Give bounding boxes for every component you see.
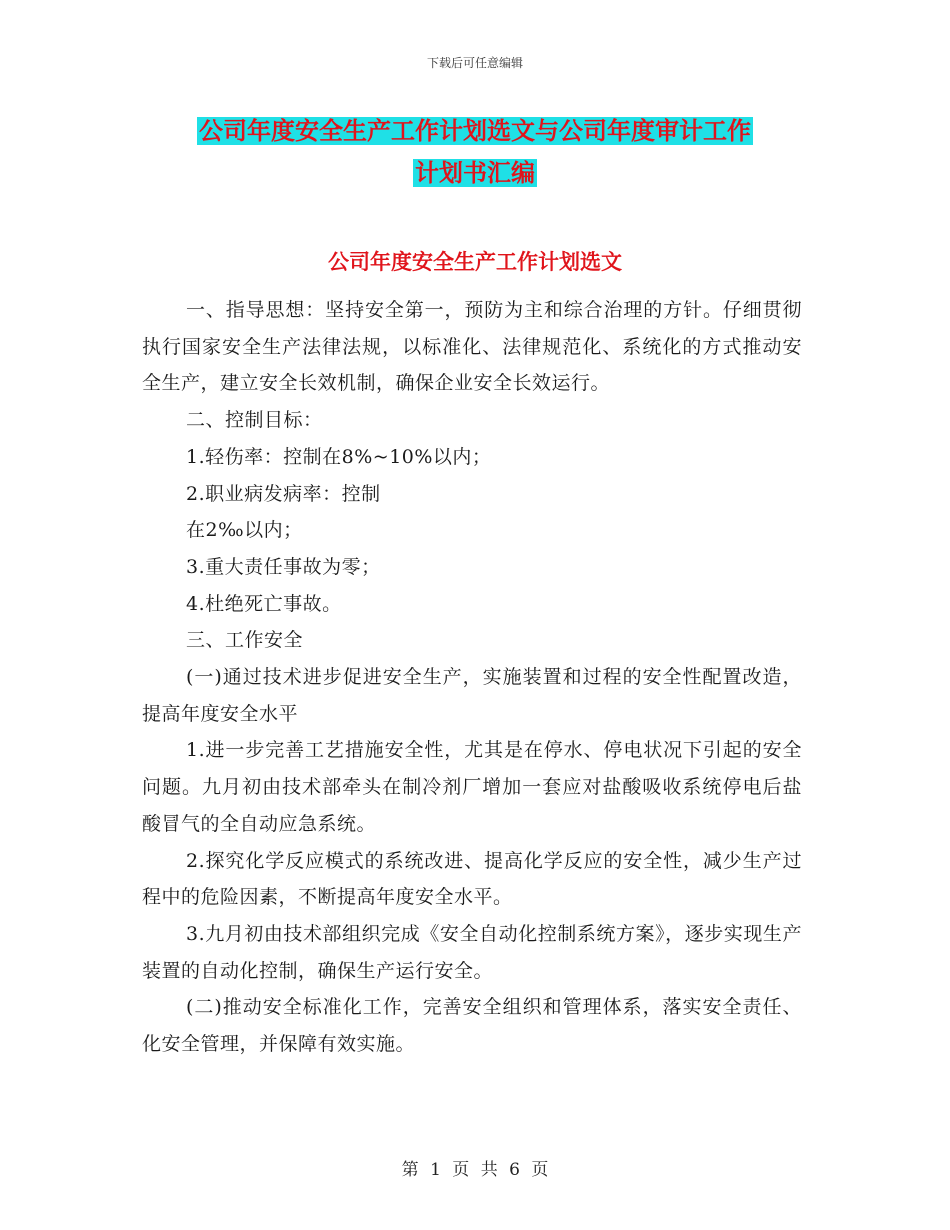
page-footer: 第 1 页 共 6 页 (401, 1160, 549, 1180)
list-item-continuation: 在2‰以内； (186, 519, 303, 542)
list-item: 1.轻伤率：控制在8%~10%以内； (186, 445, 492, 468)
paragraph: 2.探究化学反应模式的系统改进、提高化学反应的安全性，减少生产过程中的危险因素，不断提高年度安全水平。 (142, 849, 802, 909)
list-item: 2.职业病发病率：控制 (186, 482, 381, 505)
paragraph: (二)推动安全标准化工作，完善安全组织和管理体系，落实安全责任、化安全管理，并保障有效实施。 (142, 996, 802, 1056)
list-item: 4.杜绝死亡事故。 (186, 592, 342, 615)
document-body (142, 292, 802, 1063)
paragraph: 1.进一步完善工艺措施安全性，尤其是在停水、停电状况下引起的安全问题。九月初由技术部牵头在制冷剂厂增加一套应对盐酸吸收系统停电后盐酸冒气的全自动应急系统。 (142, 739, 802, 835)
title-line-1: 公司年度安全生产工作计划选文与公司年度审计工作 (199, 117, 751, 145)
paragraph: 一、指导思想：坚持安全第一，预防为主和综合治理的方针。仔细贯彻执行国家安全生产法律法规，以标准化、法律规范化、系统化的方式推动安全生产，建立安全长效机制，确保企业安全长效运行。 (142, 299, 802, 395)
paragraph: (一)通过技术进步促进安全生产，实施装置和过程的安全性配置改造，提高年度安全水平 (142, 666, 802, 725)
paragraph: 3.九月初由技术部组织完成《安全自动化控制系统方案》，逐步实现生产装置的自动化控制，确保生产运行安全。 (142, 922, 802, 982)
page-header-note: 下载后可任意编辑 (426, 56, 523, 70)
paragraph: 二、控制目标： (186, 409, 323, 432)
list-item: 3.重大责任事故为零； (186, 555, 381, 578)
section-title: 公司年度安全生产工作计划选文 (328, 250, 622, 274)
paragraph: 三、工作安全 (186, 629, 304, 652)
title-line-2: 计划书汇编 (415, 159, 535, 187)
document-title (140, 110, 810, 194)
